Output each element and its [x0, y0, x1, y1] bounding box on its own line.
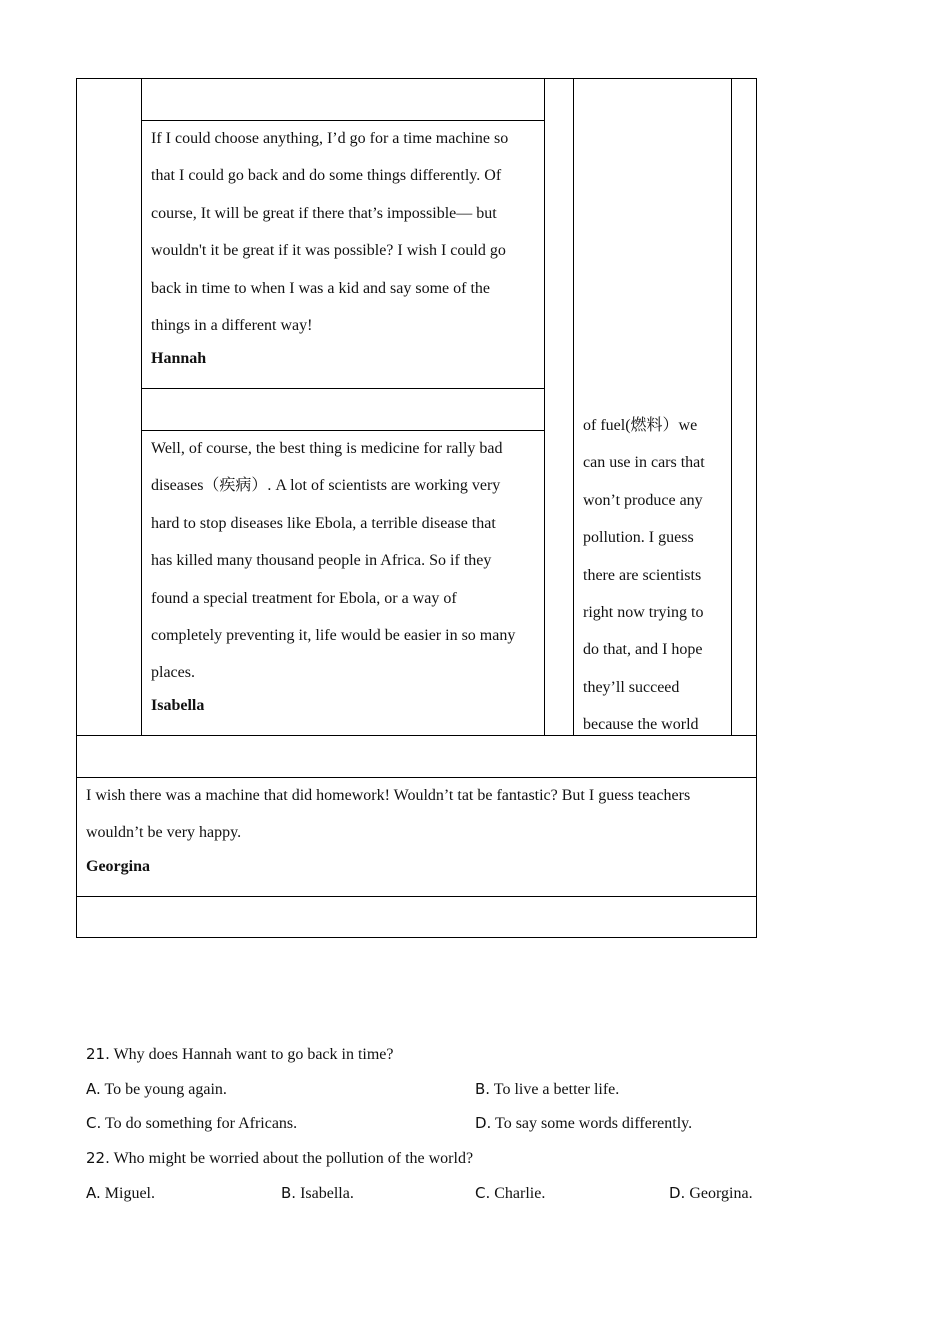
- table-border: [76, 937, 757, 938]
- text-line: hard to stop diseases like Ebola, a terrible disease that: [151, 514, 496, 532]
- option-a: [86, 1184, 155, 1203]
- option-text: To live a better life.: [493, 1081, 620, 1098]
- option-text: Miguel.: [104, 1185, 155, 1202]
- option-letter: D.: [475, 1114, 492, 1132]
- table-border: [141, 388, 545, 389]
- text-line: of fuel(燃料）we: [583, 417, 698, 434]
- question-number: 22.: [86, 1149, 110, 1167]
- option-letter: D.: [669, 1184, 686, 1202]
- text-line: places.: [151, 664, 195, 682]
- text-line: Well, of course, the best thing is medicine for rally bad: [151, 440, 503, 457]
- text-line: wouldn't it be great if it was possible? I wish I could go: [151, 242, 506, 260]
- option-text: To be young again.: [104, 1081, 227, 1098]
- isabella-name: Isabella: [151, 697, 205, 714]
- option-letter: A.: [86, 1184, 101, 1202]
- option-b: [475, 1080, 619, 1099]
- option-letter: A.: [86, 1080, 101, 1098]
- option-text: Georgina.: [689, 1185, 753, 1202]
- table-border: [76, 78, 757, 79]
- text-line: found a special treatment for Ebola, or a way of: [151, 589, 457, 607]
- table-border: [76, 735, 757, 736]
- question-stem: [86, 1045, 394, 1064]
- option-letter: B.: [281, 1184, 297, 1202]
- text-line: If I could choose anything, I’d go for a time machine so: [151, 130, 509, 147]
- text-line: diseases（疾病）. A lot of scientists are working very: [151, 477, 501, 495]
- table-border: [141, 78, 142, 736]
- table-border: [76, 896, 757, 897]
- option-c: [86, 1114, 297, 1133]
- option-letter: C.: [475, 1184, 491, 1202]
- text-line: can use in cars that: [583, 454, 705, 472]
- option-d: [475, 1114, 692, 1133]
- option-c: [475, 1184, 545, 1203]
- text-line: that I could go back and do some things differently. Of: [151, 167, 502, 185]
- text-line: pollution. I guess: [583, 529, 694, 547]
- question-number: 21.: [86, 1045, 110, 1063]
- text-line: back in time to when I was a kid and say some of the: [151, 279, 491, 297]
- option-b: [281, 1184, 354, 1203]
- text-line: has killed many thousand people in Africa. So if they: [151, 552, 492, 570]
- georgina-name: Georgina: [86, 858, 150, 875]
- option-text: To say some words differently.: [495, 1115, 693, 1132]
- text-line: I wish there was a machine that did homework! Wouldn’t tat be fantastic? But I guess teachers: [86, 787, 691, 804]
- table-border: [573, 78, 574, 736]
- text-line: because the world: [583, 716, 699, 734]
- option-a: [86, 1080, 227, 1099]
- georgina-text: [86, 777, 690, 852]
- table-border: [76, 78, 77, 938]
- hannah-text: [151, 120, 508, 344]
- isabella-text: [151, 430, 515, 692]
- hannah-name: Hannah: [151, 350, 207, 367]
- text-line: wouldn’t be very happy.: [86, 824, 242, 842]
- option-text: Charlie.: [494, 1185, 546, 1202]
- option-d: [669, 1184, 753, 1203]
- option-letter: C.: [86, 1114, 102, 1132]
- question-text: Who might be worried about the pollution of the world?: [113, 1150, 474, 1167]
- text-line: course, It will be great if there that’s impossible— but: [151, 204, 497, 222]
- table-border: [544, 78, 545, 736]
- option-text: To do something for Africans.: [104, 1115, 298, 1132]
- text-line: there are scientists: [583, 566, 702, 584]
- text-line: things in a different way!: [151, 316, 313, 334]
- table-border: [731, 78, 732, 736]
- text-line: they’ll succeed: [583, 678, 680, 696]
- text-line: completely preventing it, life would be easier in so many: [151, 626, 516, 644]
- option-letter: B.: [475, 1080, 491, 1098]
- option-text: Isabella.: [300, 1185, 354, 1202]
- question-stem: [86, 1149, 473, 1168]
- question-text: Why does Hannah want to go back in time?: [113, 1046, 394, 1063]
- text-line: won’t produce any: [583, 491, 703, 509]
- charlie-text-fragment: [583, 407, 705, 735]
- table-border: [756, 78, 757, 938]
- text-line: right now trying to: [583, 603, 704, 621]
- text-line: do that, and I hope: [583, 641, 703, 659]
